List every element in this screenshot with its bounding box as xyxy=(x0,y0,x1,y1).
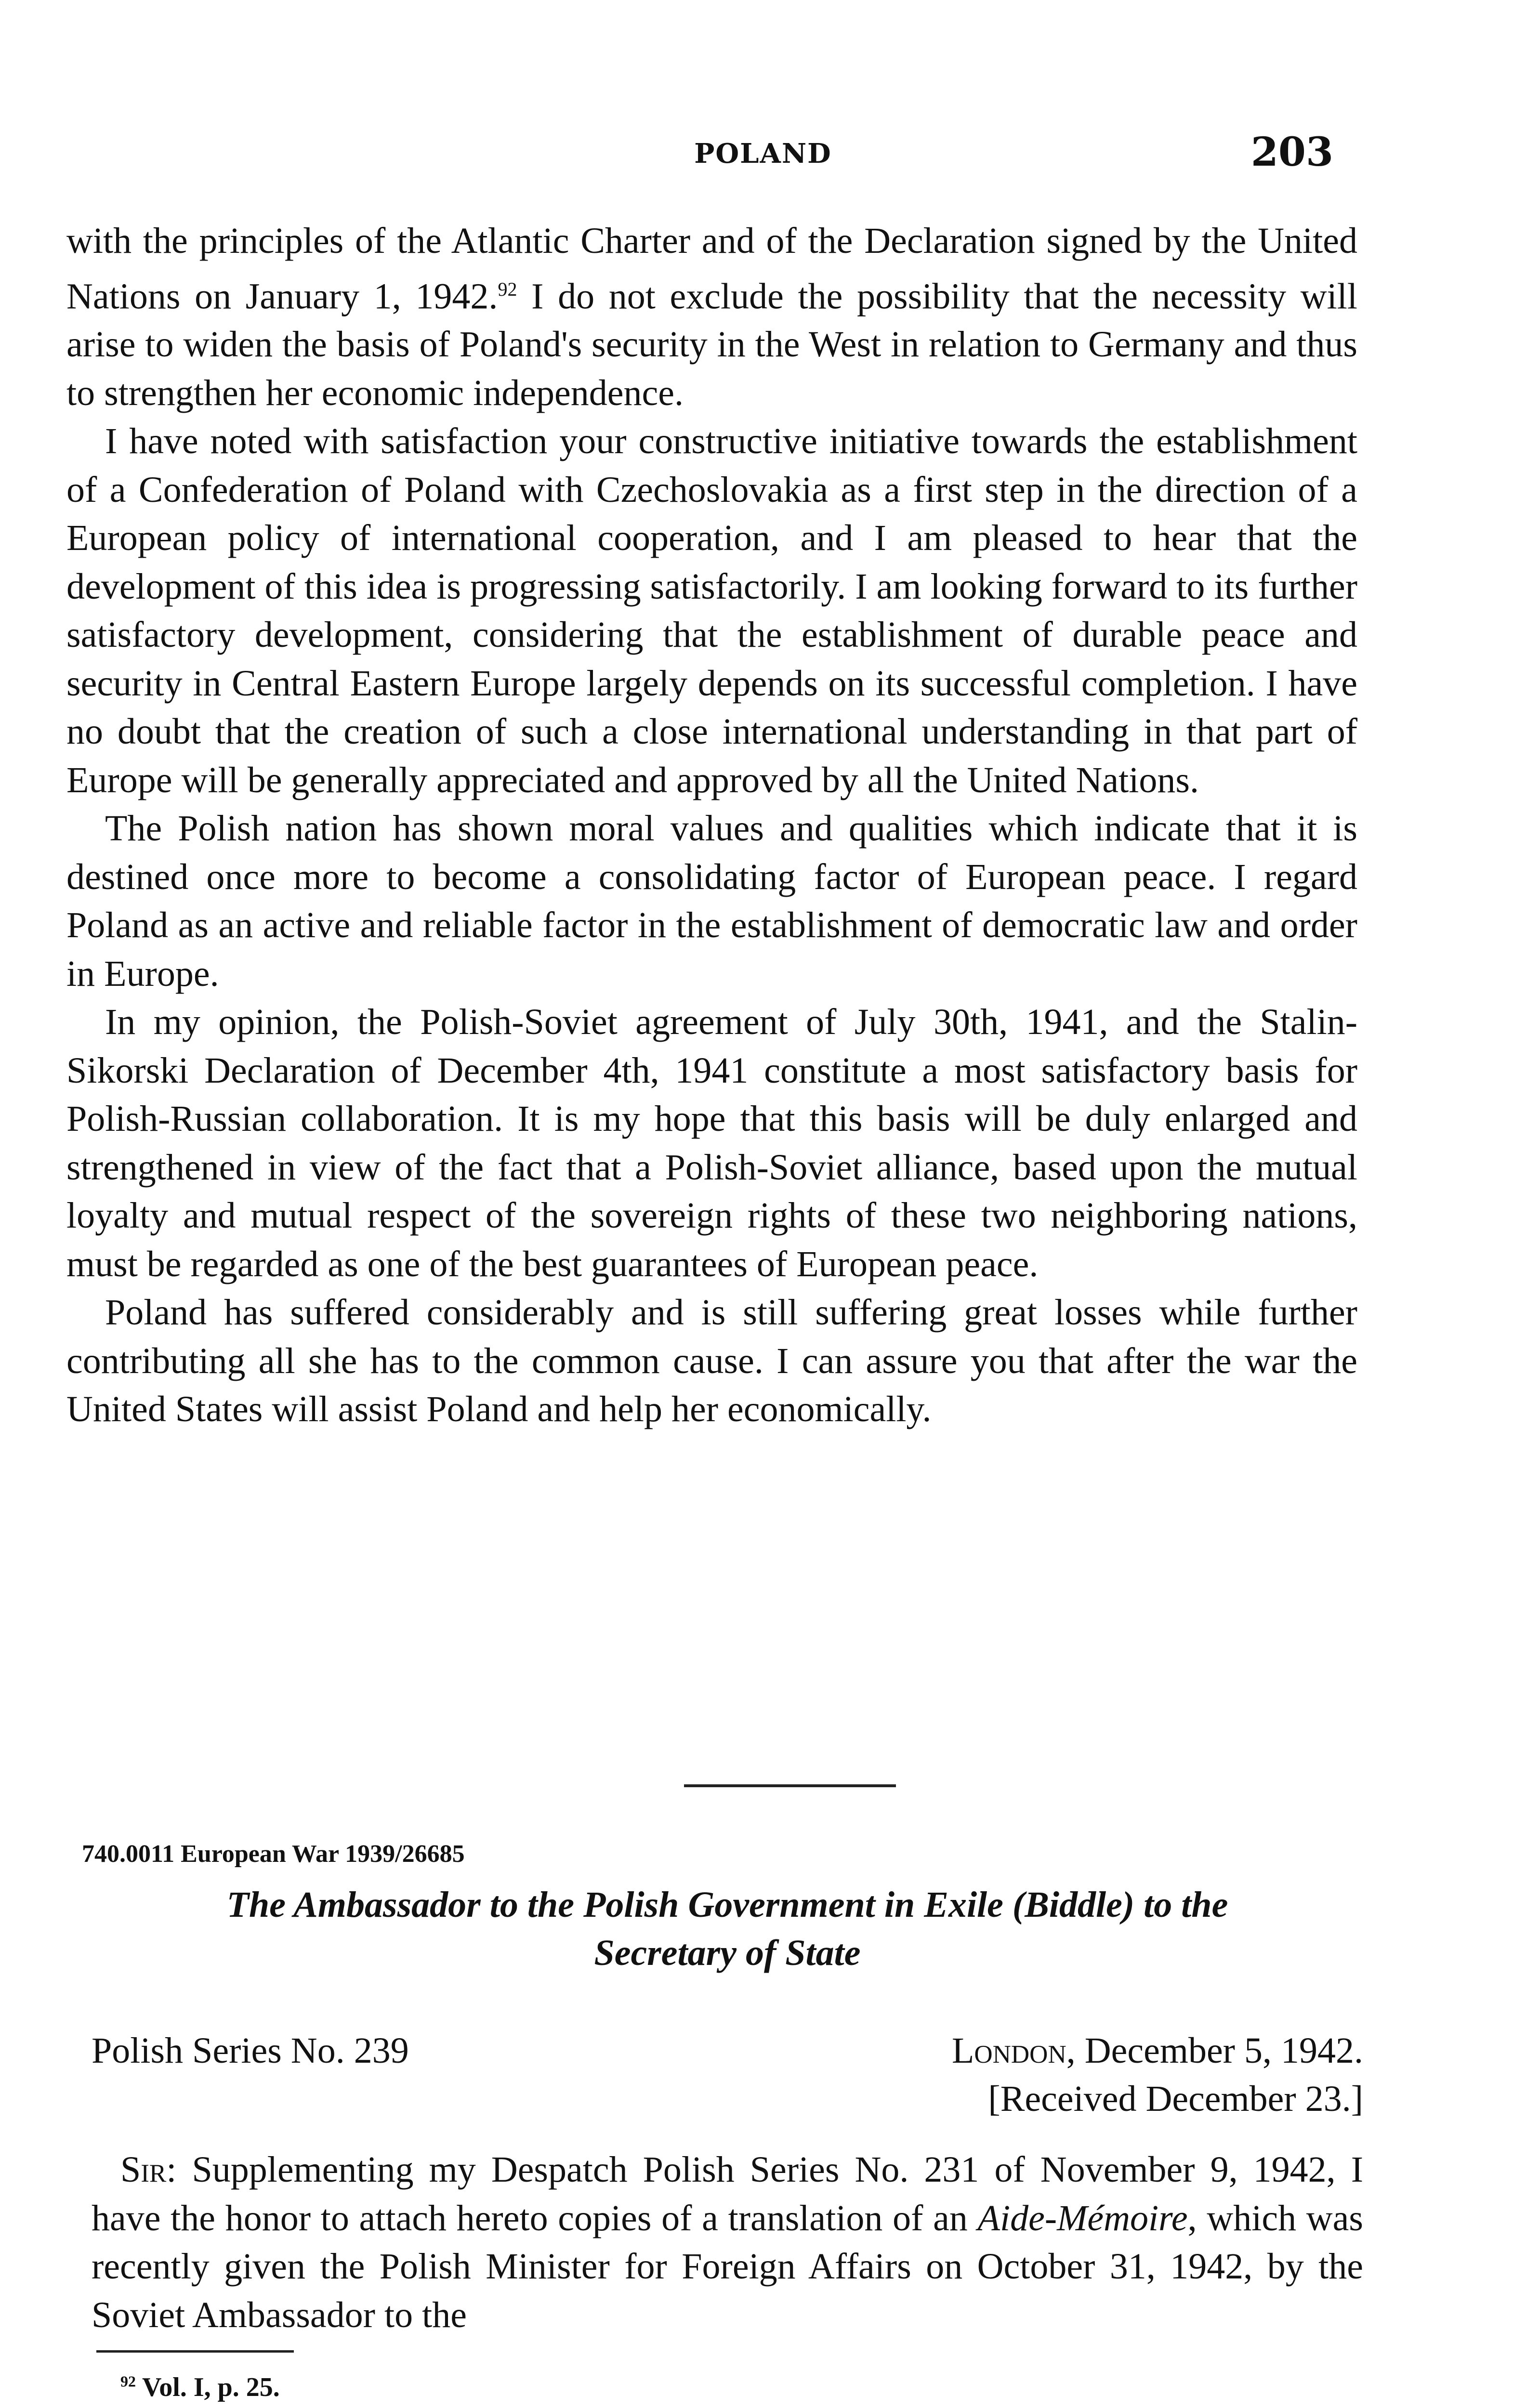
paragraph-2: I have noted with satisfaction your constructive initiative towards the establishment of a Confederation of Poland with Czechoslovakia as a first step in the direction of a European policy of international cooperation, and I am pleased to hear that the development of this idea is progressing satisfactorily. I am looking forward to its further satisfactory development, considering that the establishment of durable peace and security in Central Eastern Europe largely depends on its successful completion. I have no doubt that the creation of such a close international understanding in that part of Europe will be generally appreciated and approved by all the United Nations. xyxy=(66,421,1357,800)
section-divider xyxy=(684,1784,896,1787)
paragraph-1 xyxy=(66,217,1357,417)
body-text xyxy=(66,217,1357,1434)
letter-text-b: , which was recently given the Polish Minister for Foreign Affairs on October 31, 1942, by the Soviet Ambassador to the xyxy=(92,2198,1363,2335)
file-number: 740.0011 European War 1939/26685 xyxy=(82,1840,465,1868)
running-title: POLAND xyxy=(694,138,832,170)
paragraph-4: In my opinion, the Polish-Soviet agreement of July 30th, 1941, and the Stalin-Sikorski Declaration of December 4th, 1941 constitute a most satisfactory basis for Polish-Russian collaboration. It is my hope that this basis will be duly enlarged and strengthened in view of the fact that a Polish-Soviet alliance, based upon the mutual loyalty and mutual respect of the sovereign rights of these two neighboring nations, must be regarded as one of the best guarantees of European peace. xyxy=(66,1002,1357,1284)
paragraph-1-tail: I do not exclude the possibility that the necessity will arise to widen the basis of Poland's security in the West in relation to Germany and thus to strengthen her economic independence. xyxy=(66,275,1358,413)
running-header xyxy=(0,129,1526,182)
salutation: Sir: xyxy=(120,2149,177,2190)
letter-text-a: Supplementing my Despatch Polish Series No. 231 of November 9, 1942, I have the honor to attach hereto copies of a translation of an xyxy=(92,2149,1364,2238)
letter-paragraph xyxy=(92,2146,1363,2339)
heading-line-2: Secretary of State xyxy=(594,1933,861,1973)
place-date xyxy=(952,2030,1363,2072)
series-date-row xyxy=(92,2030,1363,2078)
document-heading xyxy=(77,1881,1378,1977)
paragraph-5: Poland has suffered considerably and is still suffering great losses while further contributing all she has to the common cause. I can assure you that after the war the United States will assist Poland and help her economically. xyxy=(66,1292,1357,1430)
footnote-marker: 92 xyxy=(120,2372,136,2390)
paragraph-3: The Polish nation has shown moral values and qualities which indicate that it is destined once more to become a consolidating factor of European peace. I regard Poland as an active and reliable factor in the establishment of democratic law and order in Europe. xyxy=(66,808,1357,994)
footnote xyxy=(120,2372,280,2403)
page-number: 203 xyxy=(1250,129,1333,175)
series-number: Polish Series No. 239 xyxy=(92,2030,409,2071)
paragraph-1-text: with the principles of the Atlantic Charter and of the Declaration signed by the United Nations on January 1, 1942. xyxy=(66,221,1357,316)
heading-line-1: The Ambassador to the Polish Government in Exile (Biddle) to the xyxy=(226,1885,1228,1925)
footnote-reference: 92 xyxy=(498,278,517,300)
footnote-rule xyxy=(96,2350,294,2353)
place: London, xyxy=(951,2030,1076,2071)
date: December 5, 1942. xyxy=(1084,2030,1363,2071)
letter-italic-term: Aide-Mémoire xyxy=(977,2198,1188,2238)
letter-body xyxy=(92,2146,1363,2339)
received-date: [Received December 23.] xyxy=(988,2079,1363,2119)
received-row xyxy=(92,2078,1363,2126)
footnote-text: Vol. I, p. 25. xyxy=(142,2372,280,2402)
